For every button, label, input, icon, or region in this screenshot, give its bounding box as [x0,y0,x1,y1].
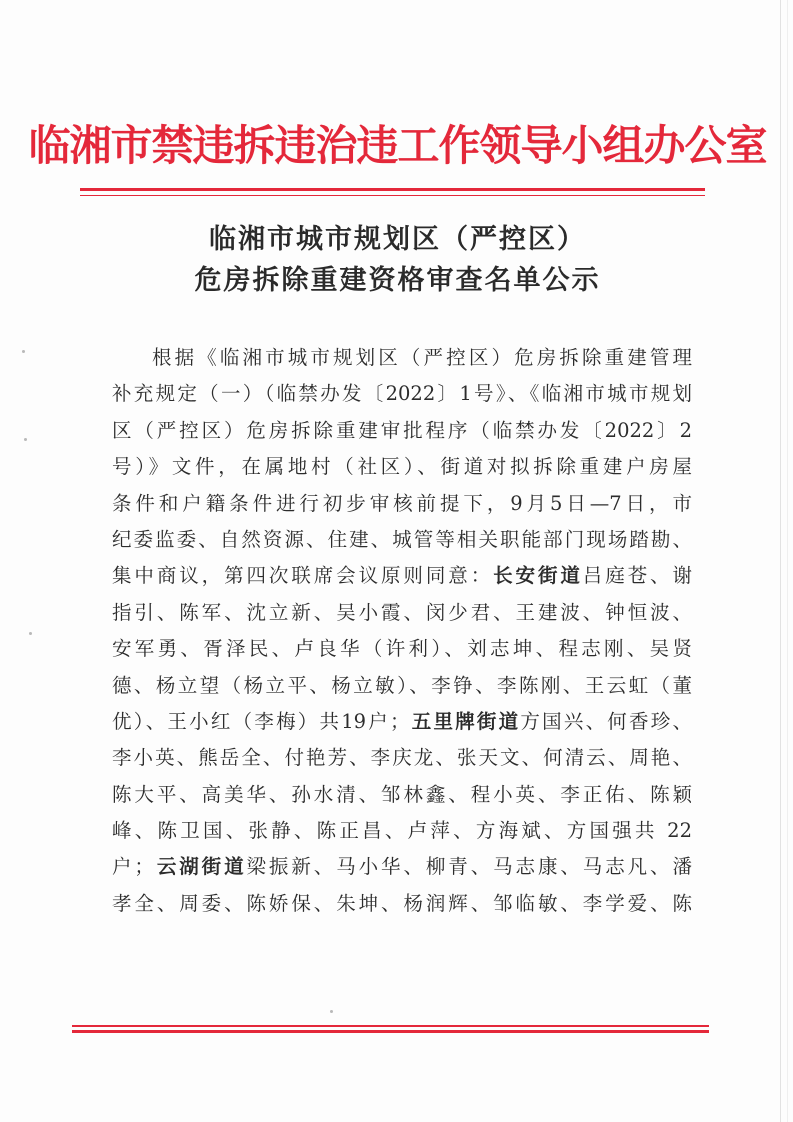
body-line [112,777,692,813]
body-text-segment: 方国兴、何香珍、 [520,709,692,733]
body-line [112,668,692,704]
district-name: 五里牌街道 [409,709,521,733]
body-line [112,413,692,449]
document-title-line-1: 临湘市城市规划区（严控区） [209,224,586,255]
body-text-segment: 号）》文件，在属地村（社区）、街道对拟拆除重建户房屋 [112,455,692,479]
body-paragraph [112,340,692,922]
body-line [112,486,692,522]
scan-edge [787,0,788,1122]
body-text-segment: 指引、陈军、沈立新、吴小霞、闵少君、王建波、钟恒波、 [112,600,692,624]
body-text-segment: 吕庭苍、谢 [582,564,692,588]
body-line [112,704,692,740]
body-line [112,595,692,631]
footer-red-rule [72,1030,709,1033]
body-line [112,522,692,558]
scan-speck [29,632,32,635]
body-text-segment: 梁振新、马小华、柳青、马志康、马志凡、潘 [246,855,692,879]
district-name: 长安街道 [493,564,583,588]
body-text-segment: 条件和户籍条件进行初步审核前提下，9月5日—7日，市 [112,491,692,515]
body-line [112,886,692,922]
body-line [112,813,692,849]
body-text-segment: 户； [112,855,154,879]
body-text-segment: 区（严控区）危房拆除重建审批程序（临禁办发〔2022〕2 [112,418,692,442]
body-text-segment: 峰、陈卫国、张静、陈正昌、卢萍、方海斌、方国强共 22 [112,819,692,843]
district-name: 云湖街道 [153,855,247,879]
letterhead-red-rule-thin [80,195,705,196]
body-text-segment: 陈大平、高美华、孙水清、邹林鑫、程小英、李正佑、陈颖 [112,782,692,806]
body-text-segment: 李小英、熊岳全、付艳芳、李庆龙、张天文、何清云、周艳、 [112,746,692,770]
body-text-segment: 根据《临湘市城市规划区（严控区）危房拆除重建管理 [152,346,692,369]
body-line [112,376,692,412]
body-text-segment: 补充规定（一）（临禁办发〔2022〕1号》、《临湘市城市规划 [112,382,692,406]
body-text-segment: 纪委监委、自然资源、住建、城管等相关职能部门现场踏勘、 [112,527,692,551]
body-text-segment: 德、杨立望（杨立平、杨立敏）、李铮、李陈刚、王云虹（董 [112,673,692,697]
document-title-line-2: 危房拆除重建资格审查名单公示 [194,265,601,296]
body-text-segment: 安军勇、胥泽民、卢良华（许利）、刘志坤、程志刚、吴贤 [112,637,692,661]
body-line [112,449,692,485]
scan-speck [22,350,25,353]
body-line [112,849,692,885]
body-line [112,340,692,376]
scan-speck [330,1010,333,1013]
body-text-segment: 孝全、周委、陈娇保、朱坤、杨润辉、邹临敏、李学爱、陈 [112,891,692,915]
body-line [112,631,692,667]
footer-red-rule-thin [72,1025,709,1027]
body-line [112,558,692,594]
body-text-segment: 优）、王小红（李梅）共19户； [112,709,410,733]
letterhead-red-rule [80,188,705,191]
letterhead-org-name: 临湘市禁违拆违治违工作领导小组办公室 [28,121,767,170]
body-line [112,740,692,776]
body-text-segment: 集中商议，第四次联席会议原则同意： [112,564,494,588]
scan-speck [24,438,27,441]
scan-edge [780,0,781,1122]
